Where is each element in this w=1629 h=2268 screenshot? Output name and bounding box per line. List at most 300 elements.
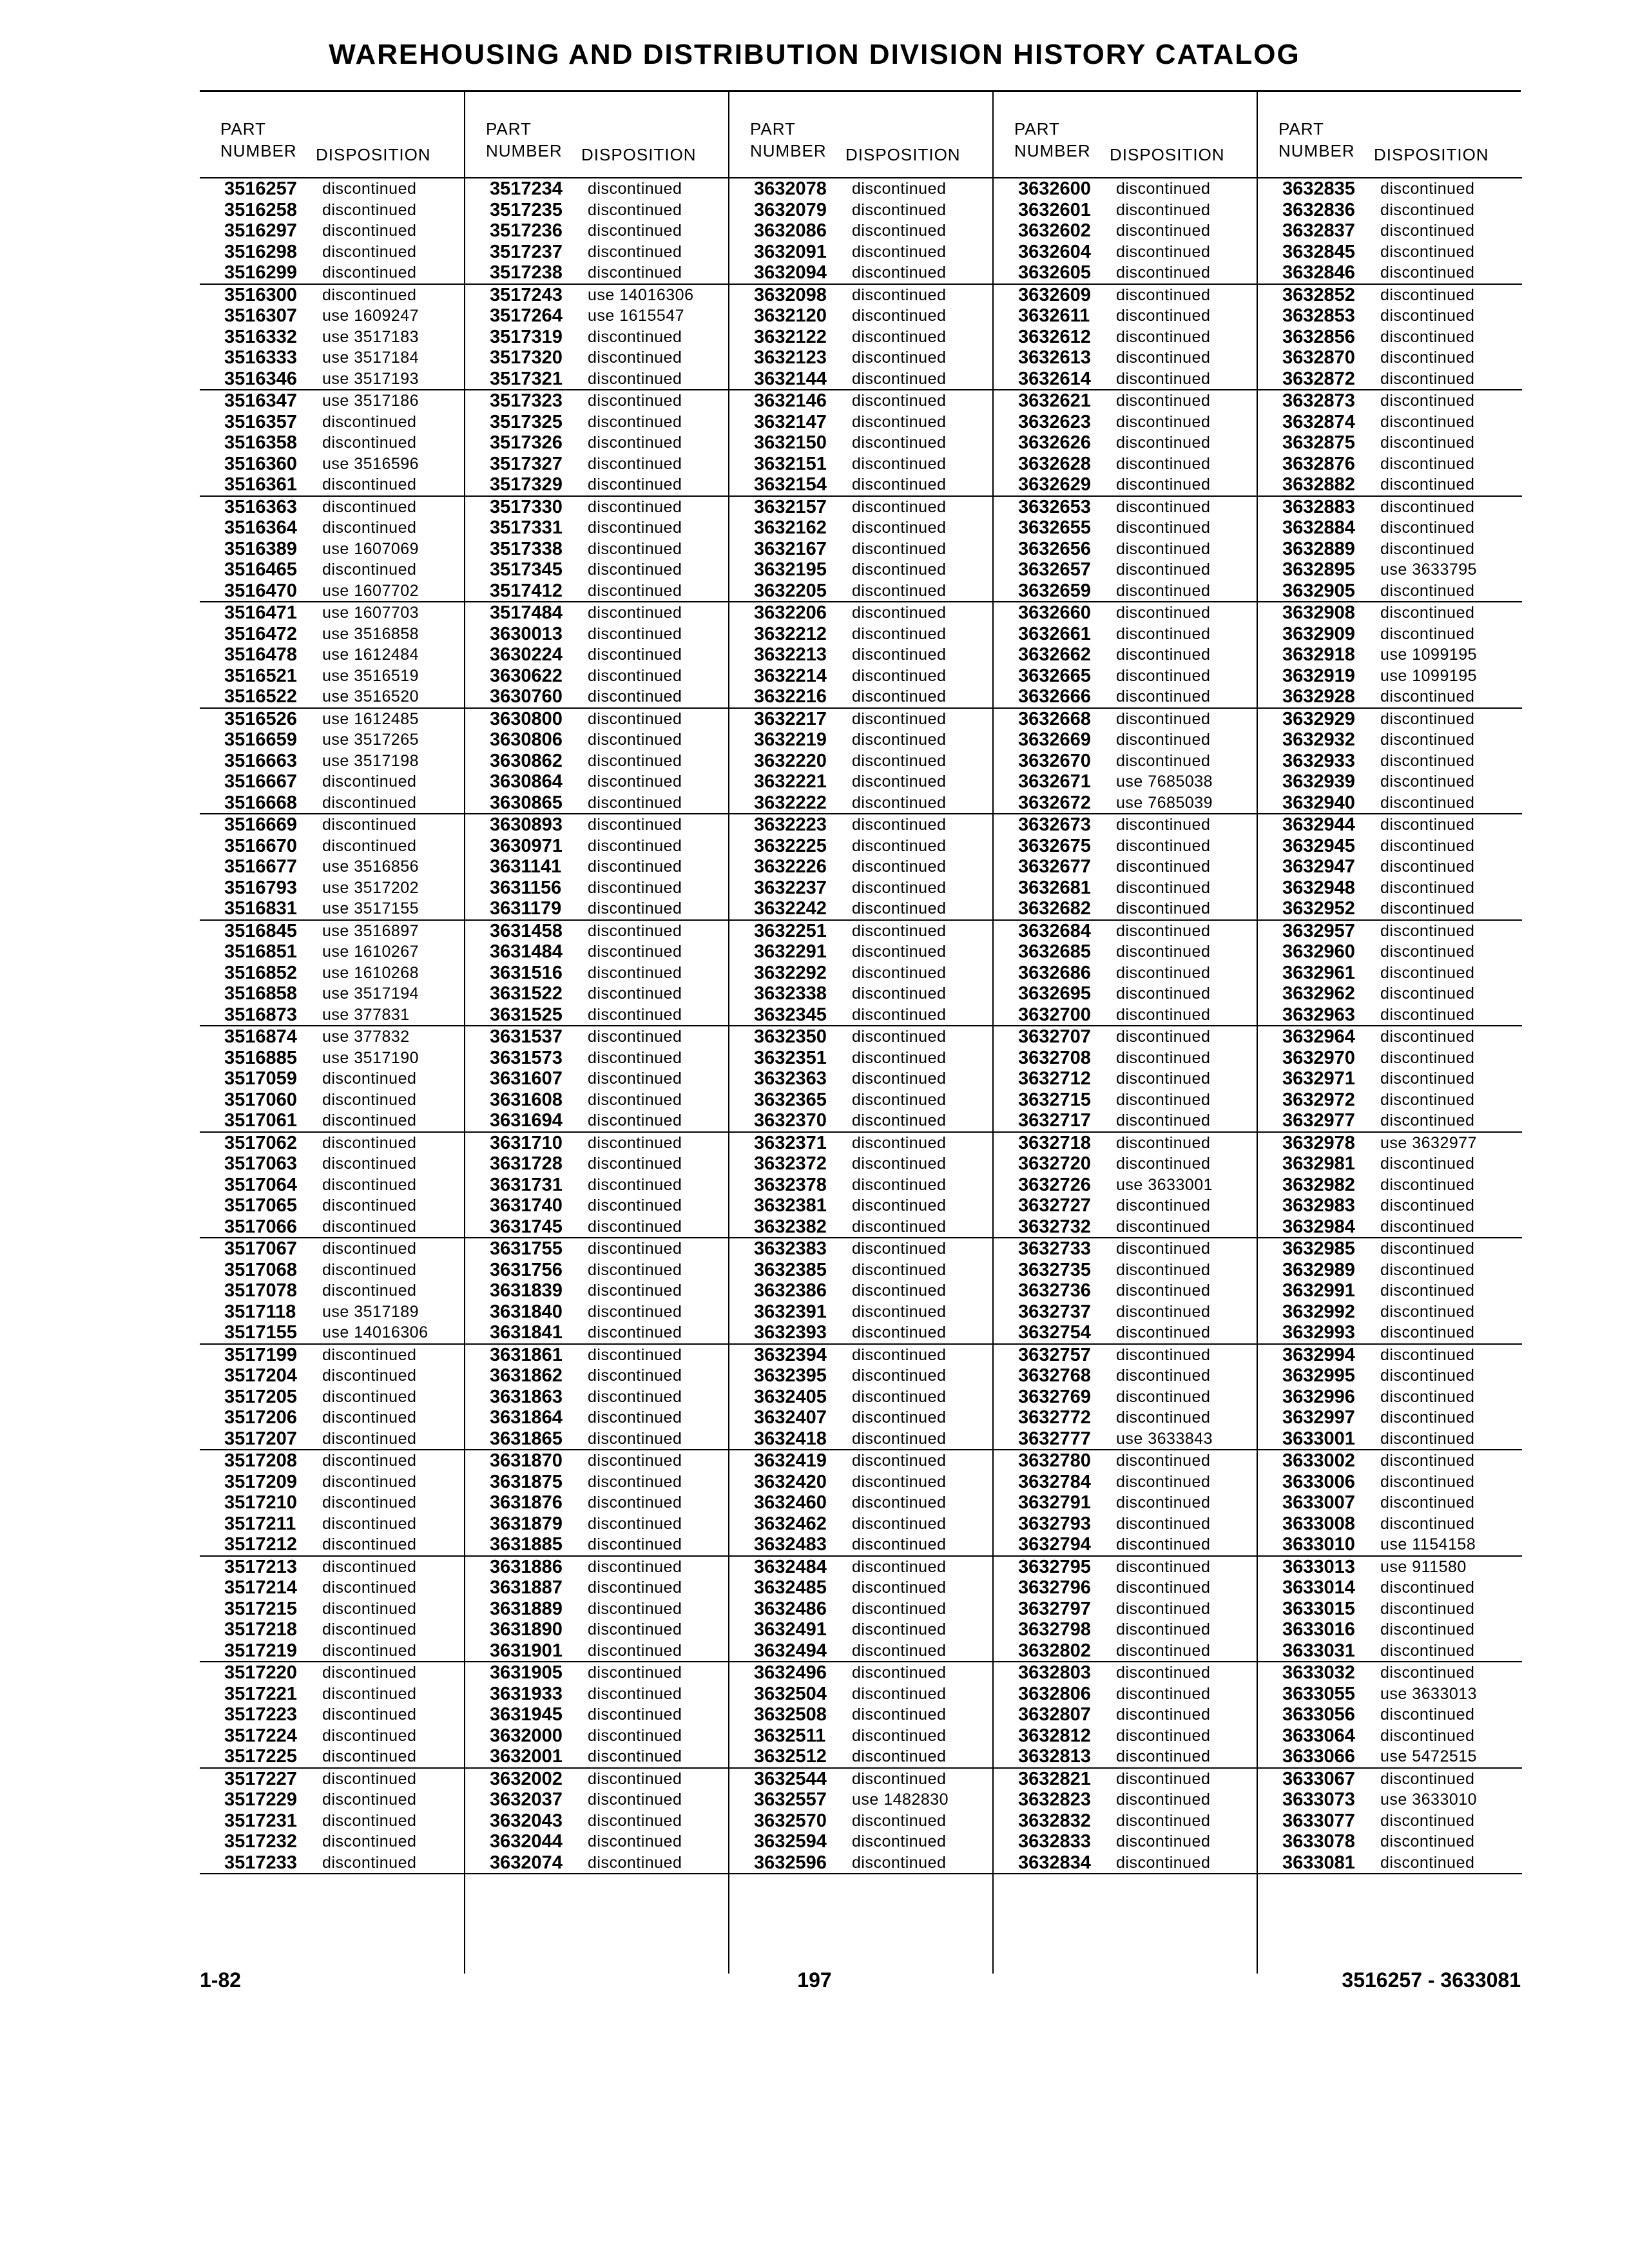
table-row [729, 327, 994, 348]
table-row [1258, 1577, 1522, 1599]
part-number: 3632345 [754, 1004, 827, 1025]
table-row [200, 1492, 464, 1514]
disposition: use 7685038 [1116, 773, 1213, 791]
table-row [994, 1662, 1258, 1684]
table-row [200, 412, 464, 433]
table-row [1258, 1238, 1522, 1260]
part-number: 3517235 [490, 199, 563, 220]
table-row [994, 729, 1258, 751]
table-row [994, 1557, 1258, 1578]
table-row [465, 581, 729, 602]
disposition: discontinued [588, 476, 682, 494]
table-row [465, 1557, 729, 1578]
table-row [465, 539, 729, 560]
disposition: use 3516897 [322, 921, 419, 940]
table-row [1258, 497, 1522, 518]
disposition: discontinued [1380, 1196, 1475, 1215]
disposition: discontinued [852, 1345, 947, 1364]
disposition: discontinued [588, 1240, 682, 1258]
table-row [465, 1811, 729, 1832]
table-row [994, 200, 1258, 221]
table-row [200, 751, 464, 772]
part-number: 3632964 [1282, 1026, 1355, 1047]
table-row [465, 1068, 729, 1090]
disposition: discontinued [1380, 1472, 1475, 1491]
part-number: 3517078 [224, 1280, 297, 1301]
disposition: discontinued [588, 1028, 682, 1046]
table-row [729, 1026, 994, 1048]
part-number: 3516670 [224, 835, 297, 856]
table-row [200, 432, 464, 454]
part-number: 3630622 [490, 665, 563, 686]
part-number: 3632670 [1018, 750, 1091, 771]
disposition: discontinued [588, 454, 682, 473]
disposition: discontinued [852, 1387, 947, 1406]
catalog-column-4 [992, 92, 1258, 1974]
header-number-label: NUMBER [1278, 141, 1355, 160]
part-number: 3633077 [1282, 1810, 1355, 1831]
disposition: discontinued [852, 1514, 947, 1533]
table-row [994, 1153, 1258, 1175]
entry-group [729, 285, 994, 391]
disposition: discontinued [1116, 1196, 1211, 1215]
table-row [994, 1472, 1258, 1493]
table-row [465, 220, 729, 242]
part-number: 3517220 [224, 1662, 297, 1683]
disposition: discontinued [1116, 1005, 1211, 1024]
part-number: 3632338 [754, 983, 827, 1004]
part-number: 3632681 [1018, 877, 1091, 898]
part-number: 3631525 [490, 1004, 563, 1025]
part-number: 3631740 [490, 1195, 563, 1216]
disposition: discontinued [852, 1070, 947, 1088]
disposition: discontinued [1380, 604, 1475, 622]
part-number: 3633014 [1282, 1577, 1355, 1598]
disposition: discontinued [1116, 1028, 1211, 1046]
entry-group [729, 1769, 994, 1875]
table-row [994, 836, 1258, 857]
table-row [994, 1769, 1258, 1790]
disposition: use 1099195 [1380, 666, 1478, 685]
table-row [994, 1345, 1258, 1366]
part-number: 3632732 [1018, 1216, 1091, 1237]
disposition: discontinued [588, 1579, 682, 1597]
table-row [200, 1557, 464, 1578]
part-number: 3517209 [224, 1471, 297, 1492]
table-row [465, 1175, 729, 1196]
disposition: discontinued [1380, 1452, 1475, 1470]
part-number: 3632001 [490, 1746, 563, 1767]
table-row [1258, 262, 1522, 284]
entry-group [729, 1238, 994, 1345]
catalog-table [200, 92, 1521, 1974]
table-row [994, 454, 1258, 475]
disposition: discontinued [1116, 1302, 1211, 1321]
table-row [994, 327, 1258, 348]
disposition: discontinued [1380, 581, 1475, 600]
part-number: 3516297 [224, 220, 297, 241]
disposition: use 911580 [1380, 1557, 1467, 1576]
disposition: discontinued [852, 646, 947, 664]
table-row [994, 347, 1258, 369]
entry-group [729, 1345, 994, 1451]
entry-group [729, 1450, 994, 1557]
entry-group [1258, 390, 1522, 497]
part-number: 3517243 [490, 284, 563, 305]
table-row [729, 1195, 994, 1216]
disposition: discontinued [1380, 1048, 1475, 1067]
disposition: discontinued [852, 1620, 947, 1639]
disposition: discontinued [1380, 1302, 1475, 1321]
entry-group [465, 921, 729, 1027]
disposition: discontinued [1116, 666, 1211, 685]
table-row [994, 1322, 1258, 1343]
entry-group [994, 814, 1258, 921]
part-number: 3632797 [1018, 1598, 1091, 1619]
disposition: discontinued [852, 476, 947, 494]
table-row [200, 1704, 464, 1725]
part-number: 3632952 [1282, 898, 1355, 919]
disposition: discontinued [1116, 1367, 1211, 1385]
entry-group [994, 1557, 1258, 1663]
disposition: discontinued [1116, 539, 1211, 558]
disposition: discontinued [852, 666, 947, 685]
disposition: use 1609247 [322, 307, 419, 325]
part-number: 3517206 [224, 1407, 297, 1428]
disposition: discontinued [852, 180, 947, 198]
part-number: 3632147 [754, 411, 827, 432]
table-row [994, 1068, 1258, 1090]
disposition: discontinued [1116, 200, 1211, 219]
disposition: use 3633843 [1116, 1429, 1213, 1448]
table-row [994, 1746, 1258, 1767]
part-number: 3632876 [1282, 453, 1355, 474]
entry-group [994, 1026, 1258, 1133]
disposition: use 3516520 [322, 687, 419, 706]
disposition: discontinued [588, 1726, 682, 1745]
part-number: 3632798 [1018, 1619, 1091, 1640]
table-row [1258, 581, 1522, 602]
disposition: discontinued [588, 1791, 682, 1809]
table-row [994, 602, 1258, 624]
part-number: 3517199 [224, 1344, 297, 1365]
disposition: discontinued [1116, 1641, 1211, 1660]
disposition: discontinued [1116, 646, 1211, 664]
part-number: 3632796 [1018, 1577, 1091, 1598]
table-row [200, 1811, 464, 1832]
disposition: discontinued [588, 1282, 682, 1300]
table-row [994, 1004, 1258, 1026]
disposition: discontinued [1116, 1706, 1211, 1724]
table-row [465, 963, 729, 984]
disposition: discontinued [322, 1240, 417, 1258]
disposition: use 1482830 [852, 1791, 949, 1809]
disposition: discontinued [588, 1429, 682, 1448]
part-number: 3632420 [754, 1471, 827, 1492]
entry-group [465, 814, 729, 921]
disposition: discontinued [588, 687, 682, 706]
table-row [729, 793, 994, 814]
disposition: discontinued [588, 1811, 682, 1830]
disposition: discontinued [1380, 1706, 1475, 1724]
table-row [729, 474, 994, 495]
disposition: discontinued [588, 1367, 682, 1385]
table-row [1258, 539, 1522, 560]
disposition: discontinued [852, 1664, 947, 1682]
table-row [1258, 220, 1522, 242]
part-number: 3632371 [754, 1132, 827, 1153]
part-number: 3632512 [754, 1746, 827, 1767]
table-row [200, 178, 464, 200]
part-number: 3632462 [754, 1513, 827, 1534]
part-number: 3632971 [1282, 1068, 1355, 1089]
part-number: 3632992 [1282, 1301, 1355, 1322]
disposition: discontinued [852, 497, 947, 516]
part-number: 3517231 [224, 1810, 297, 1831]
disposition: discontinued [588, 1472, 682, 1491]
entry-group [200, 1026, 464, 1133]
part-number: 3517059 [224, 1068, 297, 1089]
table-row [465, 836, 729, 857]
footer-page-number: 197 [797, 1968, 832, 1992]
entry-group [465, 178, 729, 285]
table-row [1258, 1684, 1522, 1705]
part-number: 3631522 [490, 983, 563, 1004]
table-row [200, 1195, 464, 1216]
disposition: discontinued [1116, 561, 1211, 579]
disposition: discontinued [1116, 963, 1211, 982]
table-row [729, 624, 994, 645]
table-row [994, 1387, 1258, 1408]
table-row [729, 220, 994, 242]
part-number: 3632162 [754, 517, 827, 538]
part-number: 3516851 [224, 941, 297, 962]
disposition: discontinued [588, 434, 682, 452]
disposition: discontinued [322, 1111, 417, 1129]
part-number: 3633081 [1282, 1852, 1355, 1873]
part-number: 3632793 [1018, 1513, 1091, 1534]
part-number: 3632933 [1282, 750, 1355, 771]
disposition: discontinued [1380, 1579, 1475, 1597]
part-number: 3516873 [224, 1004, 297, 1025]
table-row [729, 1280, 994, 1302]
disposition: discontinued [588, 180, 682, 198]
part-number: 3632544 [754, 1768, 827, 1789]
part-number: 3632395 [754, 1365, 827, 1386]
table-row [994, 539, 1258, 560]
disposition: discontinued [588, 1684, 682, 1703]
disposition: use 3516858 [322, 624, 419, 643]
part-number: 3631889 [490, 1598, 563, 1619]
disposition: discontinued [1380, 1832, 1475, 1850]
disposition: discontinued [852, 858, 947, 876]
table-row [1258, 1090, 1522, 1111]
part-number: 3633006 [1282, 1471, 1355, 1492]
table-row [200, 686, 464, 707]
disposition: discontinued [1116, 285, 1211, 304]
part-number: 3633007 [1282, 1492, 1355, 1513]
table-row [1258, 1472, 1522, 1493]
disposition: discontinued [588, 242, 682, 261]
table-row [200, 729, 464, 751]
part-number: 3632733 [1018, 1238, 1091, 1259]
table-row [994, 1640, 1258, 1662]
part-number: 3516347 [224, 390, 297, 411]
table-row [1258, 1746, 1522, 1767]
disposition: discontinued [852, 1769, 947, 1788]
disposition: discontinued [1116, 943, 1211, 961]
entry-group [994, 1345, 1258, 1451]
part-number: 3632672 [1018, 792, 1091, 813]
part-number: 3517215 [224, 1598, 297, 1619]
table-row [200, 836, 464, 857]
table-row [994, 898, 1258, 919]
entry-group [1258, 814, 1522, 921]
table-row [994, 1684, 1258, 1705]
part-number: 3633066 [1282, 1746, 1355, 1767]
part-number: 3516522 [224, 686, 297, 707]
part-number: 3516307 [224, 305, 297, 326]
table-row [1258, 1704, 1522, 1725]
part-number: 3632504 [754, 1683, 827, 1704]
table-row [994, 1110, 1258, 1131]
disposition: discontinued [588, 539, 682, 558]
part-number: 3516471 [224, 602, 297, 623]
part-number: 3630806 [490, 729, 563, 750]
table-row [200, 1577, 464, 1599]
part-number: 3516659 [224, 729, 297, 750]
disposition: discontinued [322, 497, 417, 516]
part-number: 3516298 [224, 241, 297, 262]
disposition: discontinued [1116, 1472, 1211, 1491]
disposition: discontinued [1380, 1155, 1475, 1173]
part-number: 3632043 [490, 1810, 563, 1831]
part-number: 3516300 [224, 284, 297, 305]
disposition: discontinued [852, 1260, 947, 1279]
disposition: discontinued [588, 1302, 682, 1321]
disposition: use 3633010 [1380, 1791, 1478, 1809]
part-number: 3632712 [1018, 1068, 1091, 1089]
part-number: 3632994 [1282, 1344, 1355, 1365]
disposition: discontinued [1380, 1620, 1475, 1639]
part-number: 3517064 [224, 1174, 297, 1195]
table-row [200, 814, 464, 836]
table-row [200, 1026, 464, 1048]
disposition: discontinued [322, 264, 417, 282]
part-number: 3632078 [754, 178, 827, 199]
entry-group [200, 921, 464, 1027]
table-row [200, 1619, 464, 1640]
table-row [994, 1302, 1258, 1323]
table-row [994, 1577, 1258, 1599]
disposition: discontinued [852, 1175, 947, 1194]
table-row [200, 1534, 464, 1555]
disposition: discontinued [1116, 878, 1211, 897]
disposition: discontinued [1116, 1811, 1211, 1830]
part-number: 3631841 [490, 1322, 563, 1343]
part-number: 3632223 [754, 814, 827, 835]
table-row [1258, 474, 1522, 495]
part-number: 3632002 [490, 1768, 563, 1789]
disposition: discontinued [852, 285, 947, 304]
column-header [1258, 106, 1522, 177]
disposition: discontinued [1116, 581, 1211, 600]
disposition: discontinued [1116, 497, 1211, 516]
header-disposition-label: DISPOSITION [845, 145, 961, 164]
part-number: 3631458 [490, 920, 563, 941]
part-number: 3632363 [754, 1068, 827, 1089]
table-row [994, 1789, 1258, 1811]
disposition: discontinued [588, 561, 682, 579]
part-number: 3516885 [224, 1047, 297, 1068]
disposition: discontinued [1380, 1260, 1475, 1279]
part-number: 3632382 [754, 1216, 827, 1237]
table-row [1258, 1004, 1522, 1026]
table-row [1258, 1110, 1522, 1131]
part-number: 3632852 [1282, 284, 1355, 305]
part-number: 3632151 [754, 453, 827, 474]
part-number: 3632237 [754, 877, 827, 898]
table-row [994, 262, 1258, 284]
part-number: 3517207 [224, 1428, 297, 1449]
part-number: 3632727 [1018, 1195, 1091, 1216]
disposition: discontinued [588, 773, 682, 791]
table-row [465, 1302, 729, 1323]
table-row [200, 1640, 464, 1662]
disposition: discontinued [852, 604, 947, 622]
disposition: discontinued [1380, 816, 1475, 834]
disposition: discontinued [1116, 454, 1211, 473]
disposition: discontinued [1380, 264, 1475, 282]
disposition: use 14016306 [322, 1323, 429, 1341]
part-number: 3633031 [1282, 1640, 1355, 1661]
table-row [729, 539, 994, 560]
table-row [994, 624, 1258, 645]
page-title: WAREHOUSING AND DISTRIBUTION DIVISION HISTORY CATALOG [329, 39, 1300, 70]
table-row [200, 1407, 464, 1428]
table-row [994, 1599, 1258, 1620]
disposition: discontinued [1380, 858, 1475, 876]
disposition: discontinued [852, 369, 947, 388]
part-number: 3517320 [490, 347, 563, 368]
part-number: 3632614 [1018, 368, 1091, 389]
table-row [729, 856, 994, 878]
part-number: 3516389 [224, 538, 297, 559]
disposition: use 1607702 [322, 581, 419, 600]
entry-group [729, 390, 994, 497]
entry-list [994, 177, 1258, 1874]
disposition: discontinued [852, 709, 947, 728]
disposition: discontinued [1380, 943, 1475, 961]
table-row [1258, 1599, 1522, 1620]
disposition: discontinued [1380, 624, 1475, 643]
disposition: discontinued [1380, 285, 1475, 304]
table-row [1258, 709, 1522, 730]
disposition: discontinued [1380, 687, 1475, 706]
part-number: 3631745 [490, 1216, 563, 1237]
disposition: discontinued [322, 1769, 417, 1788]
part-number: 3632094 [754, 262, 827, 283]
part-number: 3632385 [754, 1259, 827, 1280]
table-row [465, 412, 729, 433]
part-number: 3632154 [754, 474, 827, 495]
part-number: 3632984 [1282, 1216, 1355, 1237]
table-row [465, 1514, 729, 1535]
disposition: discontinued [1380, 921, 1475, 940]
part-number: 3517229 [224, 1789, 297, 1810]
table-row [1258, 1662, 1522, 1684]
part-number: 3631861 [490, 1344, 563, 1365]
